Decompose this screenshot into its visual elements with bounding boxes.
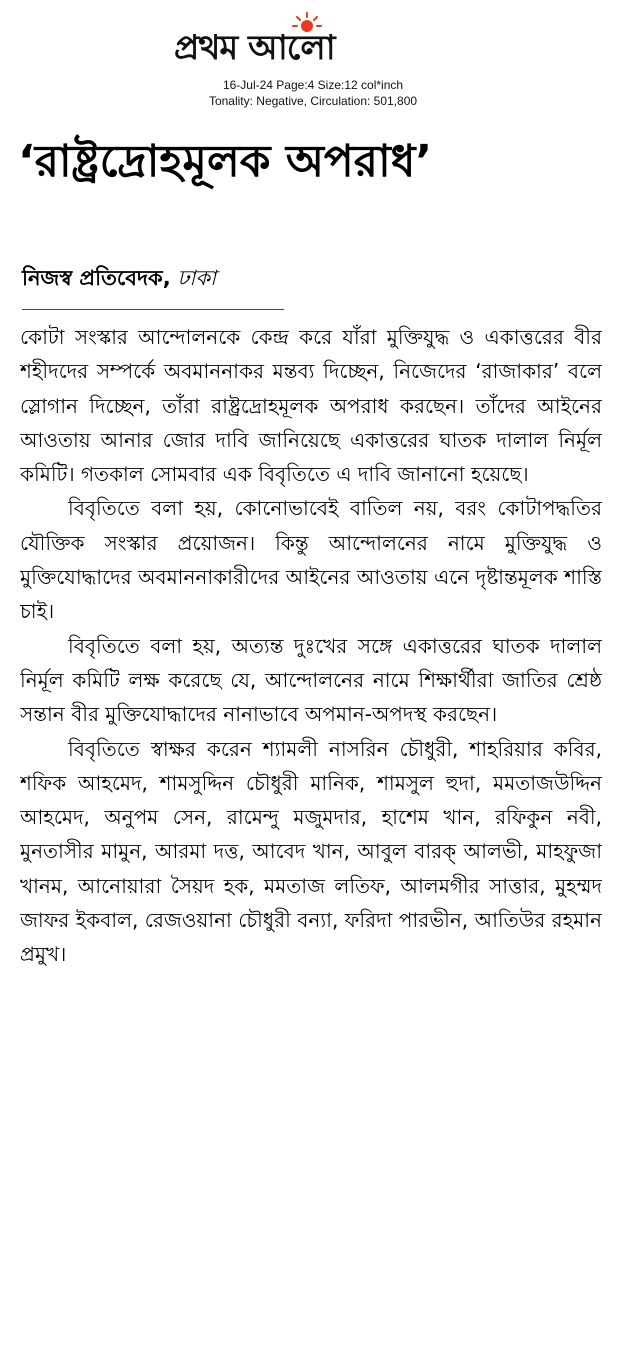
clip-meta-line-1: 16-Jul-24 Page:4 Size:12 col*inch xyxy=(222,78,404,92)
paragraph-4: বিবৃতিতে স্বাক্ষর করেন শ্যামলী নাসরিন চৌধুরী, শাহরিয়ার কবির, শফিক আহমেদ, শামসুদ্দিন চৌধুরী মানিক, শামসুল হুদা, মমতাজউদ্দিন আহমেদ, অনুপম সেন, রামেন্দু মজুমদার, হাশেম খান, রফিকুন নবী, মুনতাসীর মামুন, আরমা দত্ত, আবেদ খান, আবুল বারক্ আলভী, মাহফুজা খানম, আনোয়ারা সৈয়দ হক, মমতাজ লতিফ, আলমগীর সাত্তার, মুহম্মদ জাফর ইকবাল, রেজওয়ানা চৌধুরী বন্যা, ফরিদা পারভীন, আতিউর রহমান প্রমুখ। xyxy=(20,736,602,967)
masthead xyxy=(0,0,618,110)
paragraph-3: বিবৃতিতে বলা হয়, অত্যন্ত দুঃখের সঙ্গে একাত্তরের ঘাতক দালাল নির্মূল কমিটি লক্ষ করেছে যে, আন্দোলনের নামে শিক্ষার্থীরা জাতির শ্রেষ্ঠ সন্তান বীর মুক্তিযোদ্ধাদের নানাভাবে অপমান-অপদস্থ করছেন। xyxy=(20,633,602,727)
byline-divider xyxy=(22,309,284,310)
article-headline: ‘রাষ্ট্রদ্রোহমূলক অপরাধ’ xyxy=(18,136,433,187)
clip-meta-line-2: Tonality: Negative, Circulation: 501,800 xyxy=(208,94,418,108)
newspaper-logo xyxy=(170,12,450,68)
logo-wordmark: প্রথম আলো xyxy=(174,28,335,68)
byline xyxy=(22,262,216,297)
byline-reporter: নিজস্ব প্রতিবেদক, xyxy=(22,266,171,290)
paragraph-2: বিবৃতিতে বলা হয়, কোনোভাবেই বাতিল নয়, বরং কোটাপদ্ধতির যৌক্তিক সংস্কার প্রয়োজন। কিন্তু আন্দোলনের নামে মুক্তিযুদ্ধ ও মুক্তিযোদ্ধাদের অবমাননাকারীদের আইনের আওতায় এনে দৃষ্টান্তমূলক শাস্তি চাই। xyxy=(20,496,602,624)
article-body xyxy=(20,320,602,1350)
paragraph-1: কোটা সংস্কার আন্দোলনকে কেন্দ্র করে যাঁরা মুক্তিযুদ্ধ ও একাত্তরের বীর শহীদদের সম্পর্কে অবমাননাকর মন্তব্য দিচ্ছেন, নিজেদের ‘রাজাকার’ বলে স্লোগান দিচ্ছেন, তাঁরা রাষ্ট্রদ্রোহমূলক অপরাধ করছেন। তাঁদের আইনের আওতায় আনার জোর দাবি জানিয়েছে একাত্তরের ঘাতক দালাল নির্মূল কমিটি। গতকাল সোমবার এক বিবৃতিতে এ দাবি জানানো হয়েছে। xyxy=(20,325,602,487)
byline-location: ঢাকা xyxy=(177,266,217,290)
